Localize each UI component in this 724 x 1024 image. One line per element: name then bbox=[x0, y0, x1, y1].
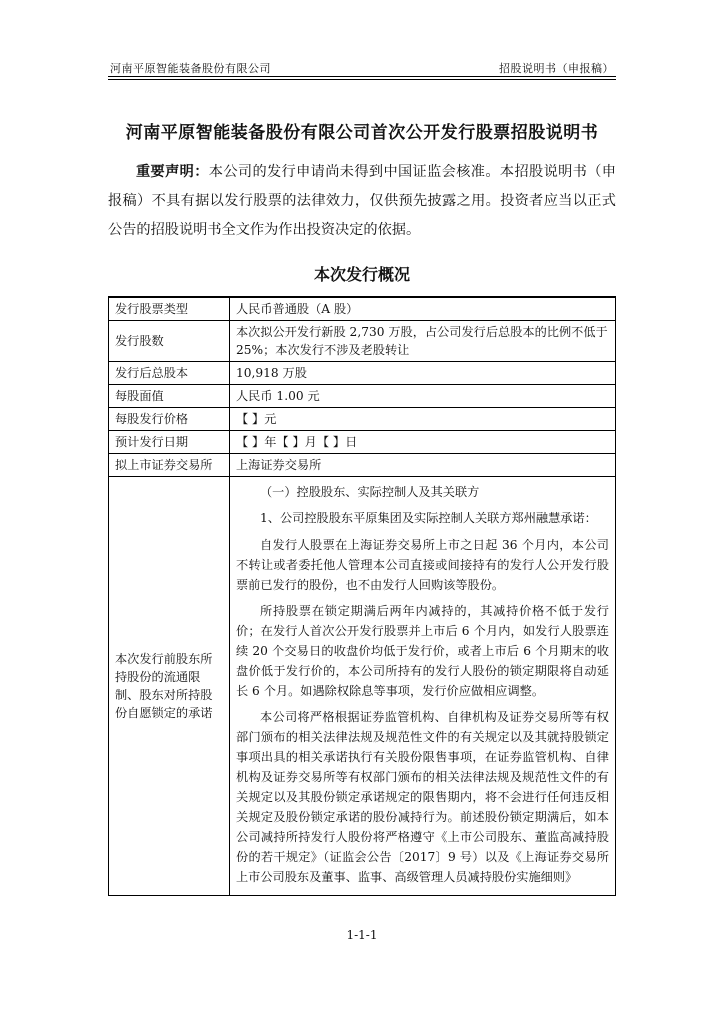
lockup-paragraph: 所持股票在锁定期满后两年内减持的，其减持价格不低于发行价；在发行人首次公开发行股票并上市后 6 个月内，如发行人股票连续 20 个交易日的收盘价均低于发行价，或者上市后 6 个月期末的收盘价低于发行价的，本公司所持有的发行人股份的锁定期限将自动延长 6 个月。如遇除权除息等事项，发行价应做相应调整。 bbox=[236, 604, 609, 698]
document-title: 河南平原智能装备股份有限公司首次公开发行股票招股说明书 bbox=[125, 123, 599, 143]
section-title: 本次发行概况 bbox=[313, 265, 410, 284]
row-value: 【 】年【 】月【 】日 bbox=[230, 431, 616, 454]
table-row bbox=[109, 321, 616, 362]
header-rule-thin bbox=[108, 79, 616, 80]
offering-overview-table bbox=[108, 296, 616, 896]
row-value: 【 】元 bbox=[230, 408, 616, 431]
table-row bbox=[109, 297, 616, 321]
statement-text: 本公司的发行申请尚未得到中国证监会核准。本招股说明书（申报稿）不具有据以发行股票的法律效力，仅供预先披露之用。投资者应当以正式公告的招股说明书全文作为作出投资决定的依据。 bbox=[108, 164, 616, 238]
row-value: 人民币 1.00 元 bbox=[230, 385, 616, 408]
lockup-paragraph: 本公司将严格根据证券监管机构、自律机构及证券交易所等有权部门颁布的相关法律法规及规范性文件的有关规定以及其就持股锁定事项出具的相关承诺执行有关股份限售事项，在证券监管机构、自律机构及证券交易所等有权部门颁布的相关法律法规及规范性文件的有关规定以及其股份锁定承诺规定的限售期内，将不会进行任何违反相关规定及股份锁定承诺的股份减持行为。前述股份锁定期满后，如本公司减持所持发行人股份将严格遵守《上市公司股东、董监高减持股份的若干规定》（证监会公告〔2017〕9 号）以及《上海证券交易所上市公司股东及董事、监事、高级管理人员减持股份实施细则》 bbox=[236, 710, 609, 884]
table-row bbox=[109, 362, 616, 385]
row-label: 发行股数 bbox=[109, 321, 230, 362]
header-doc-type: 招股说明书（申报稿） bbox=[499, 62, 614, 75]
table-row bbox=[109, 477, 616, 896]
row-value: 人民币普通股（A 股） bbox=[230, 297, 616, 321]
header-rule-thick bbox=[108, 76, 616, 77]
table-row bbox=[109, 431, 616, 454]
row-value: 本次拟公开发行新股 2,730 万股，占公司发行后总股本的比例不低于 25%；本次发行不涉及老股转让 bbox=[230, 321, 616, 362]
lockup-subheading: 1、公司控股股东平原集团及实际控制人关联方郑州融慧承诺： bbox=[260, 511, 597, 525]
lockup-content bbox=[230, 477, 616, 896]
page-number: 1-1-1 bbox=[346, 928, 378, 942]
row-value: 10,918 万股 bbox=[230, 362, 616, 385]
lockup-label: 本次发行前股东所持股份的流通限制、股东对所持股份自愿锁定的承诺 bbox=[109, 477, 230, 896]
row-label: 拟上市证券交易所 bbox=[109, 454, 230, 477]
important-statement bbox=[108, 158, 616, 245]
lockup-paragraph: 自发行人股票在上海证券交易所上市之日起 36 个月内，本公司不转让或者委托他人管理本公司直接或间接持有的发行人公开发行股票前已发行的股份，也不由发行人回购该等股份。 bbox=[236, 538, 609, 592]
row-label: 每股发行价格 bbox=[109, 408, 230, 431]
statement-label: 重要声明： bbox=[136, 164, 209, 180]
table-row bbox=[109, 454, 616, 477]
lockup-heading: （一）控股股东、实际控制人及其关联方 bbox=[260, 485, 480, 499]
row-label: 发行股票类型 bbox=[109, 297, 230, 321]
row-label: 预计发行日期 bbox=[109, 431, 230, 454]
header-company: 河南平原智能装备股份有限公司 bbox=[110, 62, 271, 75]
row-label: 每股面值 bbox=[109, 385, 230, 408]
row-value: 上海证券交易所 bbox=[230, 454, 616, 477]
table-row bbox=[109, 385, 616, 408]
table-row bbox=[109, 408, 616, 431]
row-label: 发行后总股本 bbox=[109, 362, 230, 385]
